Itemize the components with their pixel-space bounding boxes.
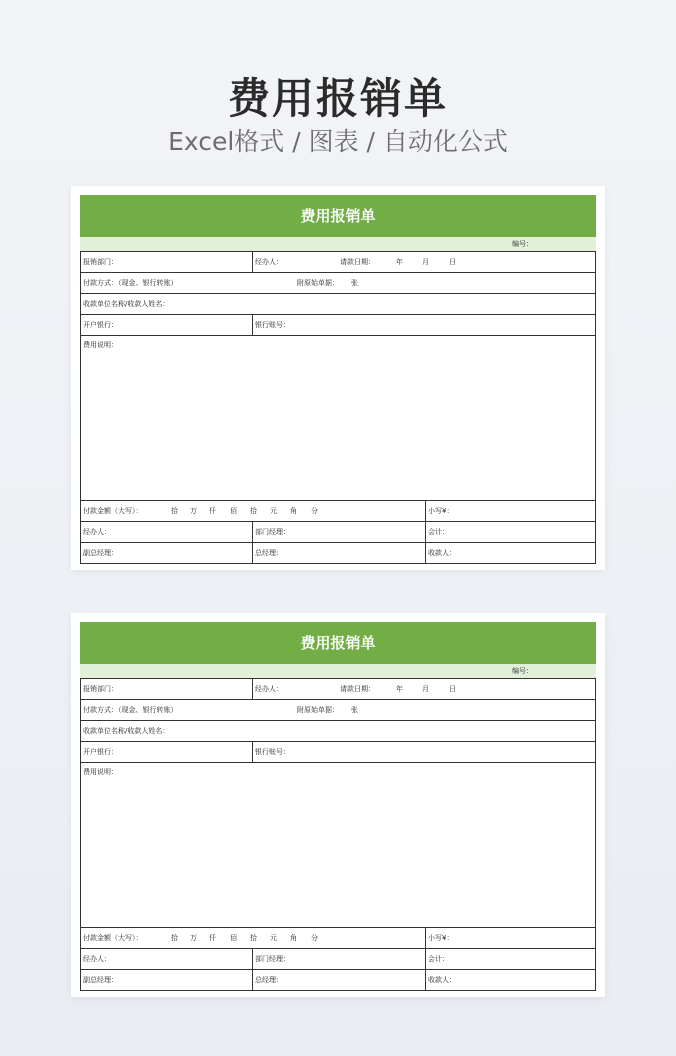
vice-gm-label: 副总经理： xyxy=(83,976,118,984)
account-field[interactable] xyxy=(252,742,597,762)
form-title: 费用报销单 xyxy=(80,195,596,237)
page-subtitle: Excel格式 / 图表 / 自动化公式 xyxy=(168,127,508,156)
dept-manager-label: 部门经理： xyxy=(255,528,290,536)
handler2-label: 经办人： xyxy=(83,528,111,536)
unit-wan: 万 xyxy=(190,934,197,942)
row-bank xyxy=(81,315,595,336)
attachments-unit: 张 xyxy=(351,279,358,287)
row-dept xyxy=(81,252,595,273)
request-date-label: 请款日期： xyxy=(340,685,375,693)
payee-field[interactable] xyxy=(81,721,597,741)
accountant-field[interactable] xyxy=(425,949,597,969)
form-title: 费用报销单 xyxy=(80,622,596,664)
form-card-1 xyxy=(71,186,605,570)
year-label: 年 xyxy=(396,258,403,266)
row-signers-2 xyxy=(81,970,595,990)
serial-label: 编号： xyxy=(512,667,533,675)
row-payment xyxy=(81,700,595,721)
receiver-label: 收款人： xyxy=(428,976,456,984)
row-signers-1 xyxy=(81,522,595,543)
unit-shi-wan: 拾 xyxy=(171,934,178,942)
unit-yuan: 元 xyxy=(270,507,277,515)
amount-lower-label: 小写¥： xyxy=(428,934,454,942)
expense-form xyxy=(80,195,596,564)
row-payee xyxy=(81,294,595,315)
unit-fen: 分 xyxy=(311,507,318,515)
amount-lower-label: 小写¥： xyxy=(428,507,454,515)
unit-wan: 万 xyxy=(190,507,197,515)
amount-lower-field[interactable] xyxy=(425,928,597,948)
account-label: 银行账号： xyxy=(255,748,290,756)
dept-field[interactable] xyxy=(81,252,252,272)
dept-manager-label: 部门经理： xyxy=(255,955,290,963)
form-grid xyxy=(80,678,596,991)
accountant-field[interactable] xyxy=(425,522,597,542)
handler2-field[interactable] xyxy=(81,949,252,969)
unit-yuan: 元 xyxy=(270,934,277,942)
form-card-2 xyxy=(71,613,605,997)
bank-field[interactable] xyxy=(81,315,252,335)
vice-gm-field[interactable] xyxy=(81,543,252,563)
dept-label: 报销部门： xyxy=(83,258,118,266)
receiver-field[interactable] xyxy=(425,543,597,563)
gm-label: 总经理: xyxy=(255,549,279,557)
bank-field[interactable] xyxy=(81,742,252,762)
description-field[interactable] xyxy=(81,763,597,927)
payment-method-field[interactable] xyxy=(81,700,597,720)
expense-form xyxy=(80,622,596,991)
month-label: 月 xyxy=(422,258,429,266)
unit-bai: 佰 xyxy=(230,934,237,942)
row-signers-2 xyxy=(81,543,595,563)
description-field[interactable] xyxy=(81,336,597,500)
bank-label: 开户银行： xyxy=(83,748,118,756)
payee-label: 收款单位名称/收款人姓名： xyxy=(83,727,170,735)
unit-qian: 仟 xyxy=(209,507,216,515)
payment-method-label: 付款方式：（现金、银行转账） xyxy=(83,279,178,287)
row-dept xyxy=(81,679,595,700)
amount-upper-label: 付款金额（大写）： xyxy=(83,934,143,942)
payee-label: 收款单位名称/收款人姓名： xyxy=(83,300,170,308)
amount-upper-label: 付款金额（大写）： xyxy=(83,507,143,515)
attachments-unit: 张 xyxy=(351,706,358,714)
serial-label: 编号： xyxy=(512,240,533,248)
form-grid xyxy=(80,251,596,564)
unit-fen: 分 xyxy=(311,934,318,942)
row-bank xyxy=(81,742,595,763)
attachments-label: 附原始单据： xyxy=(297,706,339,714)
row-description xyxy=(81,763,595,928)
handler-label: 经办人： xyxy=(255,685,283,693)
row-description xyxy=(81,336,595,501)
day-label: 日 xyxy=(449,258,456,266)
receiver-label: 收款人： xyxy=(428,549,456,557)
accountant-label: 会计： xyxy=(428,528,449,536)
day-label: 日 xyxy=(449,685,456,693)
unit-qian: 仟 xyxy=(209,934,216,942)
gm-field[interactable] xyxy=(252,543,425,563)
serial-row xyxy=(80,237,596,251)
dept-label: 报销部门： xyxy=(83,685,118,693)
unit-shi-wan: 拾 xyxy=(171,507,178,515)
handler2-label: 经办人： xyxy=(83,955,111,963)
payment-method-label: 付款方式：（现金、银行转账） xyxy=(83,706,178,714)
gm-label: 总经理: xyxy=(255,976,279,984)
description-label: 费用说明： xyxy=(83,341,118,349)
accountant-label: 会计： xyxy=(428,955,449,963)
month-label: 月 xyxy=(422,685,429,693)
row-amount xyxy=(81,501,595,522)
amount-upper-field[interactable] xyxy=(81,928,425,948)
payment-method-field[interactable] xyxy=(81,273,597,293)
account-field[interactable] xyxy=(252,315,597,335)
year-label: 年 xyxy=(396,685,403,693)
row-payment xyxy=(81,273,595,294)
dept-field[interactable] xyxy=(81,679,252,699)
gm-field[interactable] xyxy=(252,970,425,990)
row-signers-1 xyxy=(81,949,595,970)
description-label: 费用说明： xyxy=(83,768,118,776)
page-title: 费用报销单 xyxy=(227,74,448,123)
amount-lower-field[interactable] xyxy=(425,501,597,521)
unit-bai: 佰 xyxy=(230,507,237,515)
attachments-label: 附原始单据： xyxy=(297,279,339,287)
row-payee xyxy=(81,721,595,742)
amount-upper-field[interactable] xyxy=(81,501,425,521)
serial-row xyxy=(80,664,596,678)
dept-manager-field[interactable] xyxy=(252,949,425,969)
payee-field[interactable] xyxy=(81,294,597,314)
handler2-field[interactable] xyxy=(81,522,252,542)
handler-label: 经办人： xyxy=(255,258,283,266)
unit-shi: 拾 xyxy=(250,934,257,942)
handler-field[interactable] xyxy=(252,679,597,699)
vice-gm-field[interactable] xyxy=(81,970,252,990)
receiver-field[interactable] xyxy=(425,970,597,990)
row-amount xyxy=(81,928,595,949)
account-label: 银行账号： xyxy=(255,321,290,329)
request-date-label: 请款日期： xyxy=(340,258,375,266)
handler-field[interactable] xyxy=(252,252,597,272)
bank-label: 开户银行： xyxy=(83,321,118,329)
dept-manager-field[interactable] xyxy=(252,522,425,542)
vice-gm-label: 副总经理： xyxy=(83,549,118,557)
unit-jiao: 角 xyxy=(290,934,297,942)
unit-jiao: 角 xyxy=(290,507,297,515)
unit-shi: 拾 xyxy=(250,507,257,515)
